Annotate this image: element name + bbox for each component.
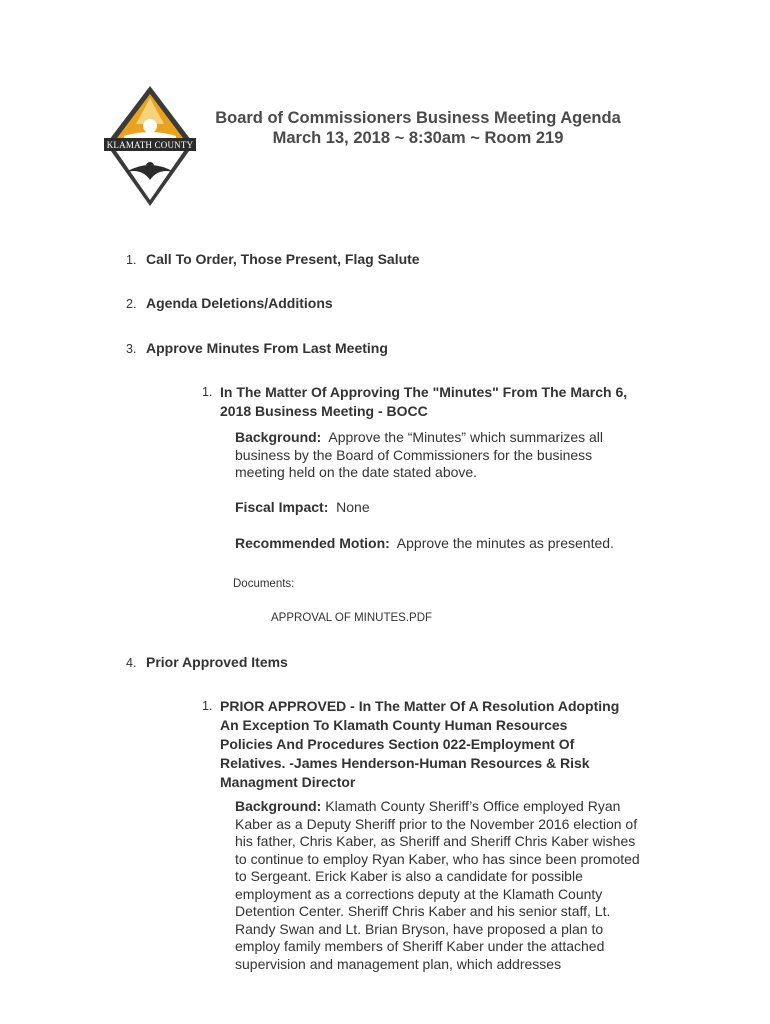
agenda-header bbox=[200, 108, 636, 148]
agenda-item-prior-approved: 4. Prior Approved Items bbox=[126, 654, 288, 670]
minutes-fiscal-impact: Fiscal Impact: None bbox=[235, 499, 370, 515]
minutes-background: Background: Approve the “Minutes” which summarizes all business by the Board of Commissioners for the business meeting held on the date stated above. bbox=[235, 429, 604, 480]
agenda-item-approve-minutes: 3. Approve Minutes From Last Meeting bbox=[126, 340, 388, 356]
minutes-recommended-motion: Recommended Motion: Approve the minutes as presented. bbox=[235, 535, 614, 551]
approval-of-minutes-link[interactable]: APPROVAL OF MINUTES.PDF bbox=[271, 612, 433, 624]
sub-item-prior-approved-title: 1. PRIOR APPROVED - In The Matter Of A Resolution Adopting An Exception To Klamath County Human Resources Policies And Procedures Section 022-Employment Of Relatives. -James Henderson-Human Resources & Risk Managment Director bbox=[202, 698, 620, 790]
agenda-item-call-to-order: 1. Call To Order, Those Present, Flag Salute bbox=[126, 251, 420, 267]
logo-text: KLAMATH COUNTY bbox=[106, 140, 194, 150]
sub-item-minutes-title: 1. In The Matter Of Approving The "Minutes" From The March 6, 2018 Business Meeting - BOCC bbox=[202, 384, 628, 419]
county-logo bbox=[104, 84, 196, 208]
page-title: Board of Commissioners Business Meeting Agenda bbox=[215, 109, 621, 127]
agenda-item-deletions-additions: 2. Agenda Deletions/Additions bbox=[126, 295, 333, 311]
prior-approved-background: Background: Klamath County Sheriff’s Office employed Ryan Kaber as a Deputy Sheriff prior to the November 2016 election of his father, Chris Kaber, as Sheriff and Sheriff Chris Kaber wishes to continue to employ Ryan Kaber, who has since been promoted to Sergeant. Erick Kaber is also a candidate for possible employment as a corrections deputy at the Klamath County Detention Center. Sheriff Chris Kaber and his senior staff, Lt. Randy Swan and Lt. Brian Bryson, have proposed a plan to employ family members of Sheriff Kaber under the attached supervision and management plan, which addresses bbox=[235, 798, 640, 972]
meeting-date: March 13, 2018 ~ 8:30am ~ Room 219 bbox=[272, 129, 564, 147]
documents-label: Documents: bbox=[233, 578, 295, 590]
